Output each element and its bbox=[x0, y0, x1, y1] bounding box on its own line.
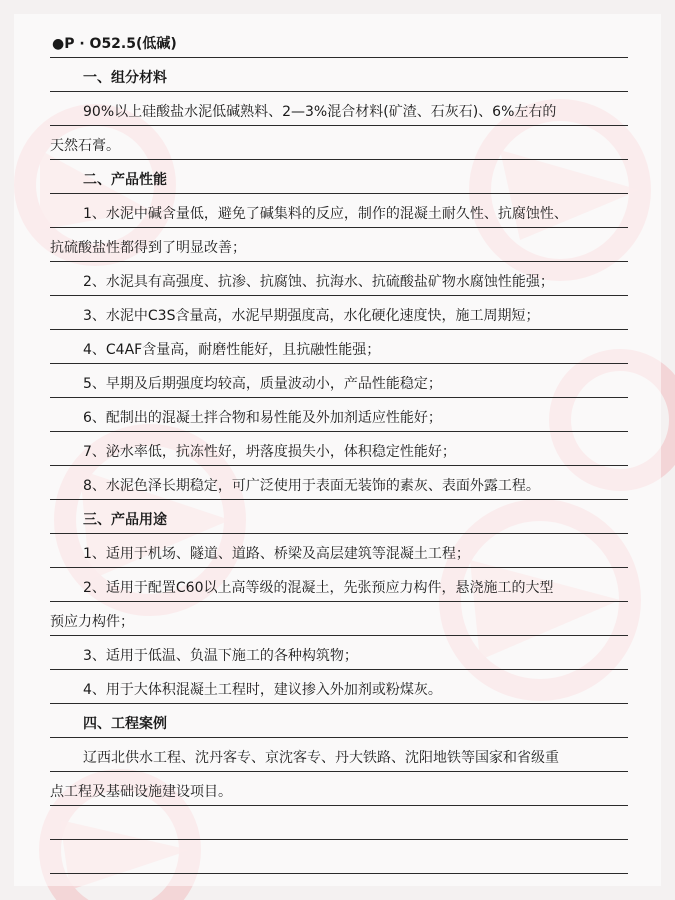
application-item-2-line-1: 2、适用于配置C60以上高等级的混凝土，先张预应力构件，悬浇施工的大型 bbox=[50, 568, 628, 602]
section-heading-composition: 一、组分材料 bbox=[50, 58, 628, 92]
performance-item-1-line-2: 抗硫酸盐性都得到了明显改善； bbox=[50, 228, 628, 262]
performance-item-2: 2、水泥具有高强度、抗渗、抗腐蚀、抗海水、抗硫酸盐矿物水腐蚀性能强； bbox=[50, 262, 628, 296]
application-item-1: 1、适用于机场、隧道、道路、桥梁及高层建筑等混凝土工程； bbox=[50, 534, 628, 568]
section-heading-projects: 四、工程案例 bbox=[50, 704, 628, 738]
blank-ruled-line bbox=[50, 840, 628, 874]
section-heading-performance: 二、产品性能 bbox=[50, 160, 628, 194]
performance-item-5: 5、早期及后期强度均较高，质量波动小，产品性能稳定； bbox=[50, 364, 628, 398]
performance-item-3: 3、水泥中C3S含量高，水泥早期强度高，水化硬化速度快，施工周期短； bbox=[50, 296, 628, 330]
performance-item-1-line-1: 1、水泥中碱含量低，避免了碱集料的反应，制作的混凝土耐久性、抗腐蚀性、 bbox=[50, 194, 628, 228]
performance-item-6: 6、配制出的混凝土拌合物和易性能及外加剂适应性能好； bbox=[50, 398, 628, 432]
blank-ruled-line bbox=[50, 806, 628, 840]
application-item-3: 3、适用于低温、负温下施工的各种构筑物； bbox=[50, 636, 628, 670]
document-title: ●P · O52.5(低碱) bbox=[50, 24, 628, 58]
composition-text-line-2: 天然石膏。 bbox=[50, 126, 628, 160]
composition-text-line-1: 90%以上硅酸盐水泥低碱熟料、2—3%混合材料(矿渣、石灰石)、6%左右的 bbox=[50, 92, 628, 126]
projects-text-line-1: 辽西北供水工程、沈丹客专、京沈客专、丹大铁路、沈阳地铁等国家和省级重 bbox=[50, 738, 628, 772]
performance-item-7: 7、泌水率低，抗冻性好，坍落度损失小，体积稳定性能好； bbox=[50, 432, 628, 466]
projects-text-line-2: 点工程及基础设施建设项目。 bbox=[50, 772, 628, 806]
application-item-4: 4、用于大体积混凝土工程时，建议掺入外加剂或粉煤灰。 bbox=[50, 670, 628, 704]
section-heading-applications: 三、产品用途 bbox=[50, 500, 628, 534]
performance-item-4: 4、C4AF含量高，耐磨性能好，且抗融性能强； bbox=[50, 330, 628, 364]
application-item-2-line-2: 预应力构件； bbox=[50, 602, 628, 636]
performance-item-8: 8、水泥色泽长期稳定，可广泛使用于表面无装饰的素灰、表面外露工程。 bbox=[50, 466, 628, 500]
